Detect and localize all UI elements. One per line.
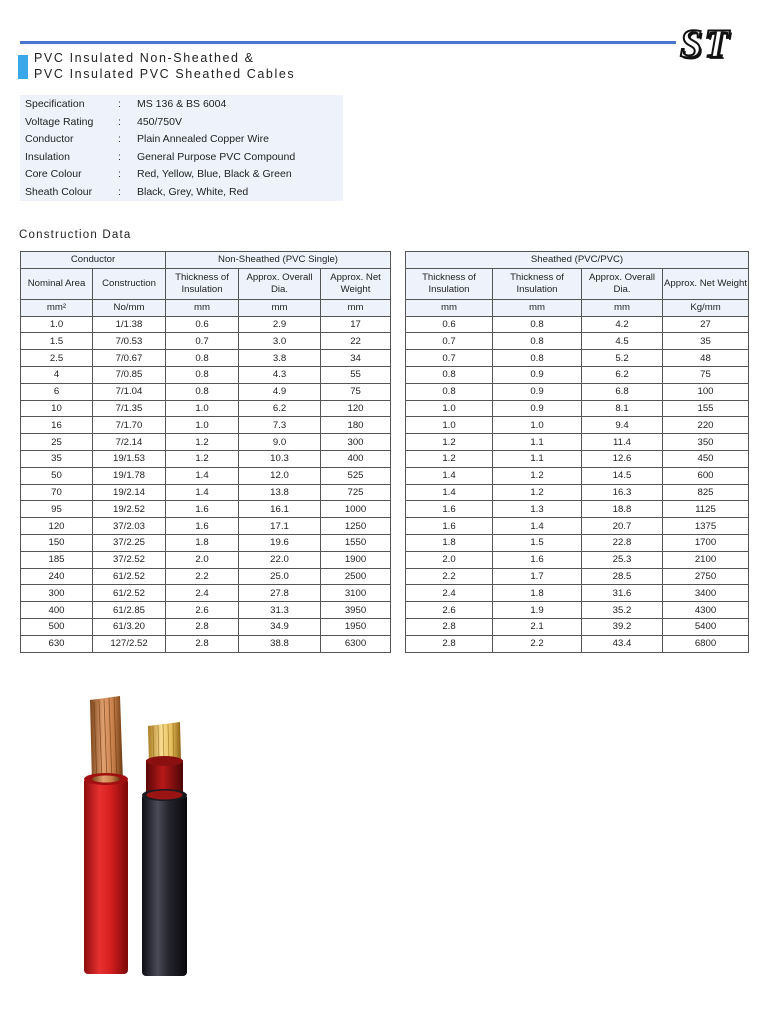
table-cell: 48	[663, 350, 749, 367]
table-row	[21, 635, 391, 652]
spec-key: Insulation	[25, 150, 70, 163]
document-title	[34, 50, 295, 82]
table-cell: 0.9	[493, 383, 582, 400]
table-row	[21, 350, 391, 367]
table-row	[21, 316, 391, 333]
table-cell: 2.5	[21, 350, 93, 367]
table-cell: 39.2	[582, 618, 663, 635]
specification-panel	[20, 95, 343, 201]
table-cell: 18.8	[582, 501, 663, 518]
table-row	[21, 383, 391, 400]
table-cell: 6300	[321, 635, 391, 652]
table-cell: 37/2.25	[93, 534, 166, 551]
table-cell: 6.2	[239, 400, 321, 417]
table-row	[21, 417, 391, 434]
table-cell: 1.6	[166, 518, 239, 535]
table-cell: 12.0	[239, 467, 321, 484]
table-cell: 95	[21, 501, 93, 518]
column-header: Approx. Overall Dia.	[239, 268, 321, 299]
spec-key: Sheath Colour	[25, 185, 93, 198]
table-cell: 2.1	[493, 618, 582, 635]
table-row	[406, 333, 749, 350]
table-row	[21, 366, 391, 383]
table-cell: 1.0	[406, 417, 493, 434]
table-cell: 1.0	[21, 316, 93, 333]
table-cell: 0.8	[493, 316, 582, 333]
spec-key: Specification	[25, 98, 85, 110]
table-cell: 350	[663, 434, 749, 451]
table-row	[406, 467, 749, 484]
table-cell: 4.2	[582, 316, 663, 333]
table-cell: 43.4	[582, 635, 663, 652]
table-cell: 20.7	[582, 518, 663, 535]
table-cell: 2.2	[493, 635, 582, 652]
table-cell: 2100	[663, 551, 749, 568]
table-cell: 127/2.52	[93, 635, 166, 652]
spec-separator: :	[118, 115, 121, 128]
cable-illustration	[70, 690, 210, 980]
spec-separator: :	[118, 133, 121, 145]
table-cell: 34.9	[239, 618, 321, 635]
table-row	[21, 467, 391, 484]
table-cell: 450	[663, 450, 749, 467]
table-cell: 7/0.53	[93, 333, 166, 350]
spec-separator: :	[118, 150, 121, 163]
table-cell: 0.8	[406, 383, 493, 400]
section-title: Construction Data	[19, 229, 132, 241]
table-row	[21, 534, 391, 551]
table-row	[406, 366, 749, 383]
table-cell: 75	[663, 366, 749, 383]
table-cell: 25.0	[239, 568, 321, 585]
table-cell: 2.9	[239, 316, 321, 333]
table-cell: 2.8	[166, 635, 239, 652]
table-cell: 1950	[321, 618, 391, 635]
table-cell: 6.8	[582, 383, 663, 400]
table-cell: 9.0	[239, 434, 321, 451]
table-cell: 7/2.14	[93, 434, 166, 451]
table-cell: 27.8	[239, 585, 321, 602]
table-cell: 180	[321, 417, 391, 434]
table-cell: 19/2.14	[93, 484, 166, 501]
table-row	[406, 568, 749, 585]
table-cell: 6.2	[582, 366, 663, 383]
table-cell: 4.5	[582, 333, 663, 350]
table-cell: 1.6	[406, 501, 493, 518]
table-cell: 7/0.85	[93, 366, 166, 383]
table-row	[406, 534, 749, 551]
table-row	[406, 383, 749, 400]
unit-header: mm	[582, 299, 663, 316]
table-cell: 2.6	[406, 602, 493, 619]
table-cell: 8.1	[582, 400, 663, 417]
table-cell: 1.4	[406, 484, 493, 501]
table-cell: 7.3	[239, 417, 321, 434]
table-cell: 1125	[663, 501, 749, 518]
table-cell: 0.7	[406, 333, 493, 350]
table-cell: 1.0	[406, 400, 493, 417]
column-header: Thickness of Insulation	[406, 268, 493, 299]
table-cell: 1000	[321, 501, 391, 518]
table-cell: 0.8	[406, 366, 493, 383]
table-row	[406, 350, 749, 367]
table-cell: 3400	[663, 585, 749, 602]
table-cell: 31.3	[239, 602, 321, 619]
spec-separator: :	[118, 168, 121, 180]
table-cell: 0.7	[166, 333, 239, 350]
table-cell: 2.8	[406, 618, 493, 635]
table-cell: 16.3	[582, 484, 663, 501]
table-cell: 2500	[321, 568, 391, 585]
table-cell: 150	[21, 534, 93, 551]
table-cell: 1.4	[166, 467, 239, 484]
spec-separator: :	[118, 98, 121, 110]
table-cell: 22	[321, 333, 391, 350]
table-cell: 155	[663, 400, 749, 417]
spec-key: Voltage Rating	[25, 115, 94, 128]
table-cell: 50	[21, 467, 93, 484]
table-cell: 0.6	[166, 316, 239, 333]
unit-header: mm	[321, 299, 391, 316]
table-cell: 2.2	[406, 568, 493, 585]
table-cell: 34	[321, 350, 391, 367]
table-cell: 19/1.53	[93, 450, 166, 467]
table-cell: 3100	[321, 585, 391, 602]
table-cell: 2.8	[166, 618, 239, 635]
table-cell: 1.1	[493, 434, 582, 451]
table-cell: 1.0	[166, 400, 239, 417]
table-cell: 37/2.03	[93, 518, 166, 535]
table-cell: 1.4	[493, 518, 582, 535]
table-cell: 70	[21, 484, 93, 501]
table-cell: 400	[21, 602, 93, 619]
unit-header: mm	[239, 299, 321, 316]
table-cell: 0.8	[493, 350, 582, 367]
table-cell: 11.4	[582, 434, 663, 451]
table-cell: 1/1.38	[93, 316, 166, 333]
table-row	[21, 518, 391, 535]
table-cell: 4.9	[239, 383, 321, 400]
table-row	[21, 585, 391, 602]
table-cell: 1.2	[166, 450, 239, 467]
table-cell: 3950	[321, 602, 391, 619]
unit-header: mm²	[21, 299, 93, 316]
red-cable	[84, 696, 128, 974]
table-cell: 55	[321, 366, 391, 383]
spec-value: Black, Grey, White, Red	[137, 185, 249, 198]
table-row	[406, 400, 749, 417]
non-sheathed-table	[20, 251, 391, 653]
table-cell: 630	[21, 635, 93, 652]
table-cell: 825	[663, 484, 749, 501]
table-cell: 1.2	[493, 467, 582, 484]
table-cell: 27	[663, 316, 749, 333]
table-cell: 7/1.04	[93, 383, 166, 400]
column-header: Nominal Area	[21, 268, 93, 299]
title-accent-bar	[18, 55, 28, 79]
table-cell: 2.2	[166, 568, 239, 585]
table-cell: 1.0	[493, 417, 582, 434]
table-cell: 13.8	[239, 484, 321, 501]
table-cell: 1.0	[166, 417, 239, 434]
table-cell: 0.8	[493, 333, 582, 350]
table-cell: 22.8	[582, 534, 663, 551]
spec-value: 450/750V	[137, 115, 182, 128]
table-cell: 500	[21, 618, 93, 635]
table-cell: 1.6	[493, 551, 582, 568]
black-cable	[142, 722, 187, 976]
table-row	[21, 400, 391, 417]
table-row	[406, 585, 749, 602]
table-cell: 7/1.70	[93, 417, 166, 434]
table-cell: 1375	[663, 518, 749, 535]
table-cell: 37/2.52	[93, 551, 166, 568]
table-cell: 16	[21, 417, 93, 434]
table-row	[21, 450, 391, 467]
table-cell: 1.2	[406, 450, 493, 467]
table-cell: 1.8	[493, 585, 582, 602]
table-cell: 2.4	[166, 585, 239, 602]
table-row	[21, 618, 391, 635]
table-cell: 19/1.78	[93, 467, 166, 484]
table-cell: 0.7	[406, 350, 493, 367]
table-cell: 1.3	[493, 501, 582, 518]
table-cell: 19/2.52	[93, 501, 166, 518]
spec-value: Red, Yellow, Blue, Black & Green	[137, 168, 292, 180]
table-cell: 2.0	[166, 551, 239, 568]
table-row	[406, 450, 749, 467]
table-cell: 1900	[321, 551, 391, 568]
table-cell: 1.1	[493, 450, 582, 467]
table-cell: 100	[663, 383, 749, 400]
table-cell: 12.6	[582, 450, 663, 467]
table-row	[406, 484, 749, 501]
table-cell: 1.2	[493, 484, 582, 501]
table-cell: 300	[321, 434, 391, 451]
table-row	[406, 635, 749, 652]
table-cell: 300	[21, 585, 93, 602]
table-cell: 2.6	[166, 602, 239, 619]
table-cell: 1.2	[166, 434, 239, 451]
table-cell: 14.5	[582, 467, 663, 484]
table-row	[406, 602, 749, 619]
table-cell: 185	[21, 551, 93, 568]
spec-value: MS 136 & BS 6004	[137, 98, 227, 110]
table-cell: 1.6	[406, 518, 493, 535]
table-cell: 240	[21, 568, 93, 585]
table-cell: 35	[21, 450, 93, 467]
table-cell: 725	[321, 484, 391, 501]
table-cell: 1700	[663, 534, 749, 551]
table-cell: 525	[321, 467, 391, 484]
spec-separator: :	[118, 185, 121, 198]
title-line-2: PVC Insulated PVC Sheathed Cables	[34, 67, 296, 81]
company-logo: ST	[680, 21, 731, 66]
table-cell: 1.2	[406, 434, 493, 451]
table-cell: 35.2	[582, 602, 663, 619]
table-cell: 10	[21, 400, 93, 417]
table-row	[21, 434, 391, 451]
table-cell: 61/2.52	[93, 585, 166, 602]
table-row	[406, 434, 749, 451]
group-header-conductor: Conductor	[21, 252, 166, 269]
group-header-sheathed: Sheathed (PVC/PVC)	[406, 252, 749, 269]
table-cell: 0.6	[406, 316, 493, 333]
table-cell: 5400	[663, 618, 749, 635]
column-header: Thickness of Insulation	[166, 268, 239, 299]
table-cell: 0.9	[493, 366, 582, 383]
unit-header: No/mm	[93, 299, 166, 316]
table-row	[406, 518, 749, 535]
table-cell: 0.8	[166, 366, 239, 383]
table-cell: 1.7	[493, 568, 582, 585]
table-row	[21, 484, 391, 501]
column-header: Approx. Net Weight	[663, 268, 749, 299]
table-cell: 1.9	[493, 602, 582, 619]
unit-header: Kg/mm	[663, 299, 749, 316]
table-cell: 0.8	[166, 383, 239, 400]
table-cell: 17.1	[239, 518, 321, 535]
table-cell: 25.3	[582, 551, 663, 568]
spec-value: General Purpose PVC Compound	[137, 150, 296, 163]
sheathed-table	[405, 251, 749, 653]
header-rule	[20, 41, 676, 44]
table-cell: 2.8	[406, 635, 493, 652]
table-cell: 3.8	[239, 350, 321, 367]
table-cell: 0.8	[166, 350, 239, 367]
table-cell: 220	[663, 417, 749, 434]
table-cell: 6	[21, 383, 93, 400]
table-cell: 0.9	[493, 400, 582, 417]
unit-header: mm	[406, 299, 493, 316]
table-cell: 17	[321, 316, 391, 333]
table-cell: 7/0.67	[93, 350, 166, 367]
table-cell: 1.5	[21, 333, 93, 350]
table-cell: 61/2.52	[93, 568, 166, 585]
table-row	[406, 551, 749, 568]
table-cell: 75	[321, 383, 391, 400]
table-cell: 4	[21, 366, 93, 383]
column-header: Thickness of Insulation	[493, 268, 582, 299]
table-row	[406, 501, 749, 518]
table-cell: 5.2	[582, 350, 663, 367]
table-cell: 4.3	[239, 366, 321, 383]
column-header: Construction	[93, 268, 166, 299]
table-cell: 4300	[663, 602, 749, 619]
table-row	[406, 316, 749, 333]
table-row	[21, 551, 391, 568]
table-cell: 61/2.85	[93, 602, 166, 619]
table-cell: 16.1	[239, 501, 321, 518]
table-cell: 120	[21, 518, 93, 535]
table-cell: 3.0	[239, 333, 321, 350]
table-cell: 38.8	[239, 635, 321, 652]
table-cell: 10.3	[239, 450, 321, 467]
table-row	[21, 568, 391, 585]
column-header: Approx. Overall Dia.	[582, 268, 663, 299]
unit-header: mm	[493, 299, 582, 316]
table-cell: 1.4	[406, 467, 493, 484]
table-cell: 1.8	[406, 534, 493, 551]
table-cell: 6800	[663, 635, 749, 652]
table-cell: 1.6	[166, 501, 239, 518]
table-cell: 22.0	[239, 551, 321, 568]
table-cell: 1.5	[493, 534, 582, 551]
spec-value: Plain Annealed Copper Wire	[137, 133, 269, 145]
table-cell: 9.4	[582, 417, 663, 434]
title-line-1: PVC Insulated Non-Sheathed &	[34, 51, 255, 65]
table-cell: 2.0	[406, 551, 493, 568]
spec-key: Core Colour	[25, 168, 82, 180]
table-row	[21, 501, 391, 518]
table-cell: 120	[321, 400, 391, 417]
spec-key: Conductor	[25, 133, 74, 145]
table-cell: 25	[21, 434, 93, 451]
table-cell: 1250	[321, 518, 391, 535]
table-cell: 1.4	[166, 484, 239, 501]
table-row	[21, 333, 391, 350]
table-row	[21, 602, 391, 619]
table-row	[406, 417, 749, 434]
table-cell: 400	[321, 450, 391, 467]
group-header-non-sheathed: Non-Sheathed (PVC Single)	[166, 252, 391, 269]
table-cell: 31.6	[582, 585, 663, 602]
table-cell: 1.8	[166, 534, 239, 551]
table-cell: 61/3.20	[93, 618, 166, 635]
table-cell: 35	[663, 333, 749, 350]
column-header: Approx. Net Weight	[321, 268, 391, 299]
table-cell: 19.6	[239, 534, 321, 551]
table-cell: 28.5	[582, 568, 663, 585]
unit-header: mm	[166, 299, 239, 316]
table-cell: 2.4	[406, 585, 493, 602]
table-cell: 600	[663, 467, 749, 484]
table-cell: 2750	[663, 568, 749, 585]
table-cell: 1550	[321, 534, 391, 551]
table-row	[406, 618, 749, 635]
table-cell: 7/1.35	[93, 400, 166, 417]
